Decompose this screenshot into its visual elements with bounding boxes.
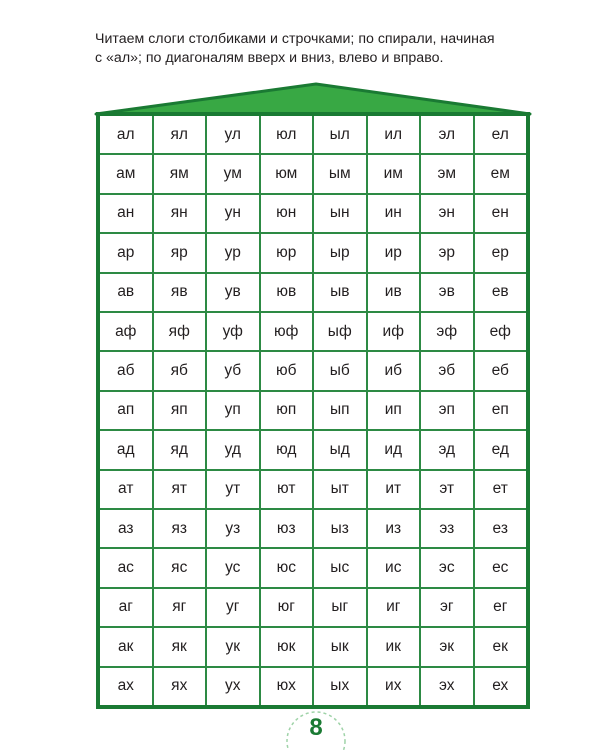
syllable-cell: иф bbox=[368, 313, 420, 350]
page-number: 8 bbox=[309, 714, 323, 741]
syllable-cell: юд bbox=[261, 431, 313, 468]
syllable-cell: яб bbox=[154, 352, 206, 389]
syllable-cell: эз bbox=[421, 510, 473, 547]
syllable-cell: яв bbox=[154, 274, 206, 311]
syllable-cell: аф bbox=[100, 313, 152, 350]
syllable-cell: ир bbox=[368, 234, 420, 271]
syllable-cell: яп bbox=[154, 392, 206, 429]
syllable-cell: эл bbox=[421, 116, 473, 153]
syllable-cell: юн bbox=[261, 195, 313, 232]
syllable-cell: ям bbox=[154, 155, 206, 192]
syllable-cell: ес bbox=[475, 549, 527, 586]
syllable-cell: уб bbox=[207, 352, 259, 389]
syllable-cell: юр bbox=[261, 234, 313, 271]
syllable-cell: ан bbox=[100, 195, 152, 232]
syllable-cell: юф bbox=[261, 313, 313, 350]
syllable-cell: ян bbox=[154, 195, 206, 232]
syllable-cell: ых bbox=[314, 668, 366, 705]
syllable-cell: юг bbox=[261, 589, 313, 626]
syllable-cell: эд bbox=[421, 431, 473, 468]
syllable-cell: ум bbox=[207, 155, 259, 192]
syllable-cell: аз bbox=[100, 510, 152, 547]
syllable-cell: эв bbox=[421, 274, 473, 311]
syllable-cell: ел bbox=[475, 116, 527, 153]
syllable-cell: як bbox=[154, 628, 206, 665]
syllable-cell: эк bbox=[421, 628, 473, 665]
syllable-cell: ех bbox=[475, 668, 527, 705]
syllable-cell: ен bbox=[475, 195, 527, 232]
syllable-cell: из bbox=[368, 510, 420, 547]
syllable-cell: ыд bbox=[314, 431, 366, 468]
syllable-cell: юб bbox=[261, 352, 313, 389]
syllable-cell: ыл bbox=[314, 116, 366, 153]
syllable-cell: ит bbox=[368, 471, 420, 508]
syllable-cell: ез bbox=[475, 510, 527, 547]
syllable-cell: юп bbox=[261, 392, 313, 429]
syllable-cell: ап bbox=[100, 392, 152, 429]
syllable-cell: ыб bbox=[314, 352, 366, 389]
syllable-cell: уф bbox=[207, 313, 259, 350]
syllable-cell: ед bbox=[475, 431, 527, 468]
syllable-cell: ид bbox=[368, 431, 420, 468]
syllable-cell: ух bbox=[207, 668, 259, 705]
syllable-cell: ып bbox=[314, 392, 366, 429]
syllable-cell: их bbox=[368, 668, 420, 705]
syllable-cell: эс bbox=[421, 549, 473, 586]
syllable-cell: ус bbox=[207, 549, 259, 586]
syllable-cell: эх bbox=[421, 668, 473, 705]
syllable-cell: уз bbox=[207, 510, 259, 547]
syllable-cell: аг bbox=[100, 589, 152, 626]
syllable-cell: ип bbox=[368, 392, 420, 429]
syllable-cell: ыв bbox=[314, 274, 366, 311]
syllable-cell: эн bbox=[421, 195, 473, 232]
syllable-cell: ым bbox=[314, 155, 366, 192]
syllable-cell: ыт bbox=[314, 471, 366, 508]
syllable-cell: ув bbox=[207, 274, 259, 311]
syllable-cell: ыр bbox=[314, 234, 366, 271]
syllable-cell: ук bbox=[207, 628, 259, 665]
syllable-cell: еф bbox=[475, 313, 527, 350]
syllable-cell: ав bbox=[100, 274, 152, 311]
syllable-cell: ун bbox=[207, 195, 259, 232]
syllable-cell: эт bbox=[421, 471, 473, 508]
syllable-cell: ыф bbox=[314, 313, 366, 350]
syllable-cell: ыг bbox=[314, 589, 366, 626]
syllable-cell: ас bbox=[100, 549, 152, 586]
syllable-cell: уд bbox=[207, 431, 259, 468]
syllable-cell: ык bbox=[314, 628, 366, 665]
syllable-cell: ар bbox=[100, 234, 152, 271]
syllable-cell: ыз bbox=[314, 510, 366, 547]
syllable-cell: эф bbox=[421, 313, 473, 350]
syllable-cell: ут bbox=[207, 471, 259, 508]
syllable-cell: ят bbox=[154, 471, 206, 508]
syllable-cell: ив bbox=[368, 274, 420, 311]
syllable-cell: ак bbox=[100, 628, 152, 665]
syllable-cell: яг bbox=[154, 589, 206, 626]
syllable-cell: ал bbox=[100, 116, 152, 153]
syllable-cell: юх bbox=[261, 668, 313, 705]
syllable-cell: ял bbox=[154, 116, 206, 153]
instructions bbox=[95, 30, 545, 68]
syllable-cell: ам bbox=[100, 155, 152, 192]
syllable-cell: ет bbox=[475, 471, 527, 508]
syllable-cell: еп bbox=[475, 392, 527, 429]
syllable-cell: иб bbox=[368, 352, 420, 389]
instructions-line-1: Читаем слоги столбиками и строчками; по спирали, начиная bbox=[95, 31, 495, 47]
syllable-cell: яд bbox=[154, 431, 206, 468]
syllable-cell: ин bbox=[368, 195, 420, 232]
syllable-cell: ис bbox=[368, 549, 420, 586]
syllable-cell: уп bbox=[207, 392, 259, 429]
instructions-line-2: с «ал»; по диагоналям вверх и вниз, влево и вправо. bbox=[95, 50, 444, 66]
page-number-badge bbox=[283, 708, 349, 750]
syllable-cell: юм bbox=[261, 155, 313, 192]
syllable-grid bbox=[100, 116, 526, 705]
syllable-cell: ур bbox=[207, 234, 259, 271]
syllable-cell: ер bbox=[475, 234, 527, 271]
syllable-cell: ул bbox=[207, 116, 259, 153]
syllable-cell: юс bbox=[261, 549, 313, 586]
syllable-cell: им bbox=[368, 155, 420, 192]
syllable-cell: эп bbox=[421, 392, 473, 429]
syllable-cell: ек bbox=[475, 628, 527, 665]
syllable-cell: ик bbox=[368, 628, 420, 665]
syllable-cell: ат bbox=[100, 471, 152, 508]
syllable-cell: юв bbox=[261, 274, 313, 311]
syllable-cell: ад bbox=[100, 431, 152, 468]
syllable-cell: ил bbox=[368, 116, 420, 153]
syllable-cell: ют bbox=[261, 471, 313, 508]
syllable-cell: уг bbox=[207, 589, 259, 626]
syllable-cell: аб bbox=[100, 352, 152, 389]
syllable-cell: яс bbox=[154, 549, 206, 586]
syllable-cell: эб bbox=[421, 352, 473, 389]
syllable-cell: ын bbox=[314, 195, 366, 232]
syllable-cell: ях bbox=[154, 668, 206, 705]
syllable-cell: юк bbox=[261, 628, 313, 665]
syllable-cell: иг bbox=[368, 589, 420, 626]
syllable-cell: яр bbox=[154, 234, 206, 271]
syllable-cell: юл bbox=[261, 116, 313, 153]
syllable-cell: ег bbox=[475, 589, 527, 626]
syllable-cell: яф bbox=[154, 313, 206, 350]
syllable-cell: эм bbox=[421, 155, 473, 192]
syllable-cell: ах bbox=[100, 668, 152, 705]
syllable-cell: эр bbox=[421, 234, 473, 271]
syllable-cell: ев bbox=[475, 274, 527, 311]
syllable-cell: эг bbox=[421, 589, 473, 626]
syllable-cell: еб bbox=[475, 352, 527, 389]
syllable-table bbox=[96, 112, 530, 709]
syllable-cell: ыс bbox=[314, 549, 366, 586]
syllable-cell: яз bbox=[154, 510, 206, 547]
syllable-cell: ем bbox=[475, 155, 527, 192]
syllable-cell: юз bbox=[261, 510, 313, 547]
